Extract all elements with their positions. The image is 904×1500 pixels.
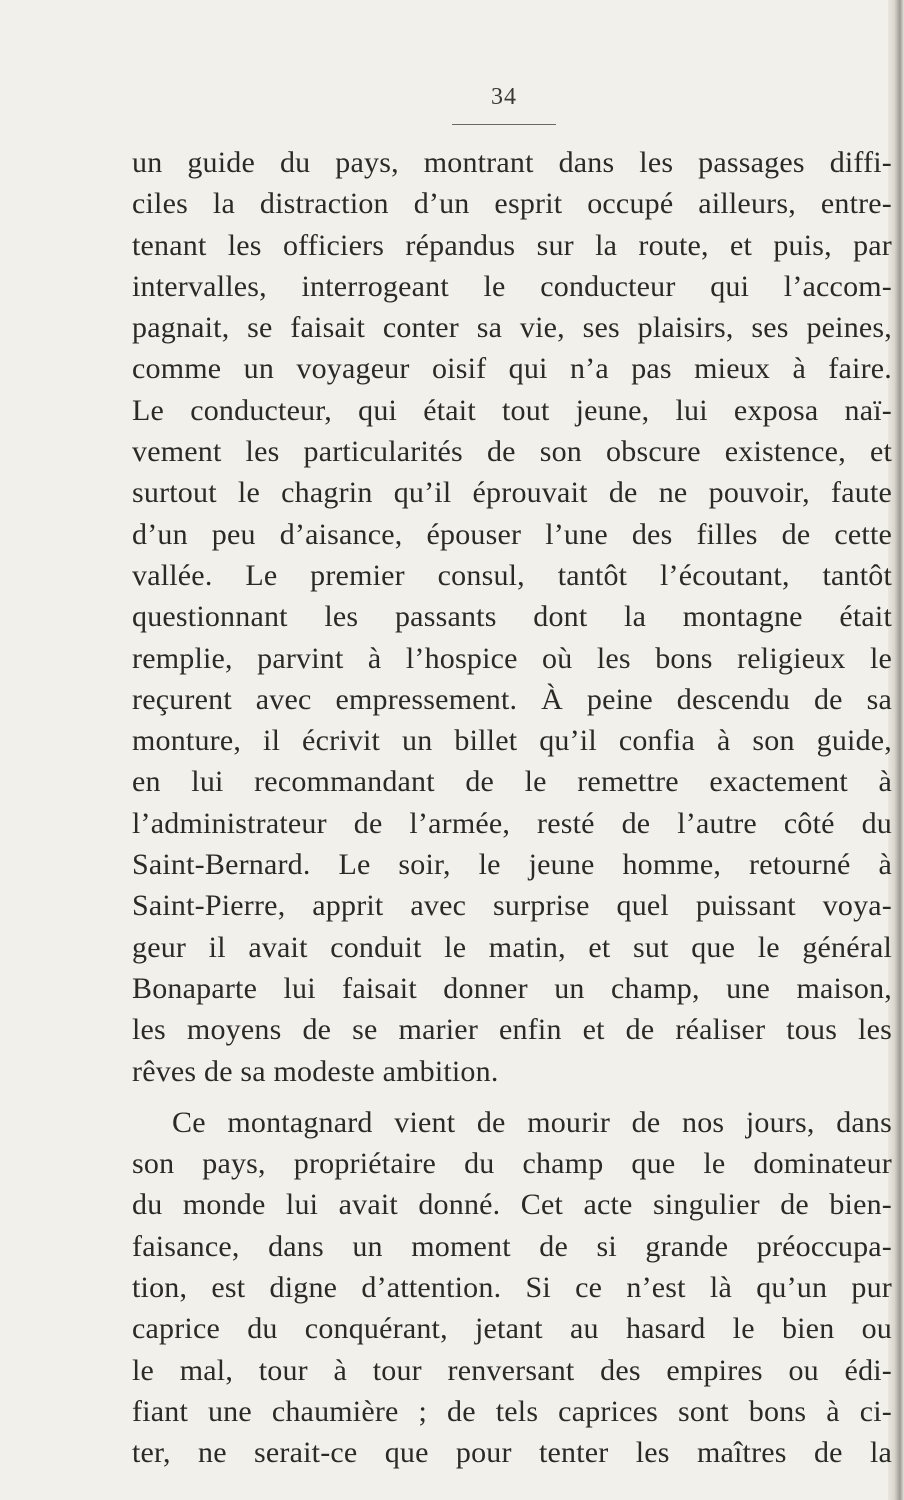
text-line: les moyens de se marier enfin et de réaliser tous les	[132, 1013, 892, 1047]
text-line: Ce montagnard vient de mourir de nos jours, dans	[172, 1105, 892, 1139]
text-line: en lui recommandant de le remettre exactement à	[132, 765, 892, 799]
text-line: surtout le chagrin qu’il éprouvait de ne pouvoir, faute	[132, 476, 892, 510]
text-line: vement les particularités de son obscure existence, et	[132, 435, 892, 469]
text-line: ter, ne serait-ce que pour tenter les maîtres de la	[132, 1436, 892, 1470]
text-line: Bonaparte lui faisait donner un champ, une maison,	[132, 971, 892, 1005]
text-line: l’administrateur de l’armée, resté de l’autre côté du	[132, 806, 892, 840]
text-line: remplie, parvint à l’hospice où les bons religieux le	[132, 641, 892, 675]
page-number-rule	[452, 124, 556, 125]
text-line: un guide du pays, montrant dans les passages diffi-	[132, 146, 892, 179]
text-line: du monde lui avait donné. Cet acte singulier de bien-	[132, 1188, 892, 1222]
text-line: Saint-Pierre, apprit avec surprise quel puissant voya-	[132, 889, 892, 923]
paragraph-2	[132, 1102, 892, 1474]
text-line: geur il avait conduit le matin, et sut que le général	[132, 930, 892, 964]
text-line: son pays, propriétaire du champ que le dominateur	[132, 1147, 892, 1181]
text-line: comme un voyageur oisif qui n’a pas mieux à faire.	[132, 352, 892, 386]
text-line: vallée. Le premier consul, tantôt l’écoutant, tantôt	[132, 558, 892, 592]
text-line: Le conducteur, qui était tout jeune, lui exposa naï-	[132, 393, 892, 427]
text-line: tenant les officiers répandus sur la route, et puis, par	[132, 228, 892, 262]
body-text	[132, 142, 892, 1474]
page-number: 34	[491, 84, 517, 110]
text-line: questionnant les passants dont la montagne était	[132, 600, 892, 634]
text-line: d’un peu d’aisance, épouser l’une des filles de cette	[132, 517, 892, 551]
text-line: pagnait, se faisait conter sa vie, ses plaisirs, ses peines,	[132, 311, 892, 345]
paragraph-gap	[132, 1092, 892, 1102]
text-line: fiant une chaumière ; de tels caprices sont bons à ci-	[132, 1394, 892, 1428]
text-line: rêves de sa modeste ambition.	[132, 1054, 499, 1088]
text-line: caprice du conquérant, jetant au hasard le bien ou	[132, 1312, 892, 1346]
text-line: intervalles, interrogeant le conducteur qui l’accom-	[132, 269, 892, 303]
text-line: le mal, tour à tour renversant des empires ou édi-	[132, 1353, 892, 1387]
text-line: tion, est digne d’attention. Si ce n’est là qu’un pur	[132, 1271, 892, 1305]
text-line: reçurent avec empressement. À peine descendu de sa	[132, 682, 892, 716]
text-line: ciles la distraction d’un esprit occupé ailleurs, entre-	[132, 187, 892, 221]
text-line: faisance, dans un moment de si grande préoccupa-	[132, 1229, 892, 1263]
text-line: Saint-Bernard. Le soir, le jeune homme, retourné à	[132, 848, 892, 882]
text-line: monture, il écrivit un billet qu’il confia à son guide,	[132, 724, 892, 758]
paragraph-1	[132, 142, 892, 1092]
